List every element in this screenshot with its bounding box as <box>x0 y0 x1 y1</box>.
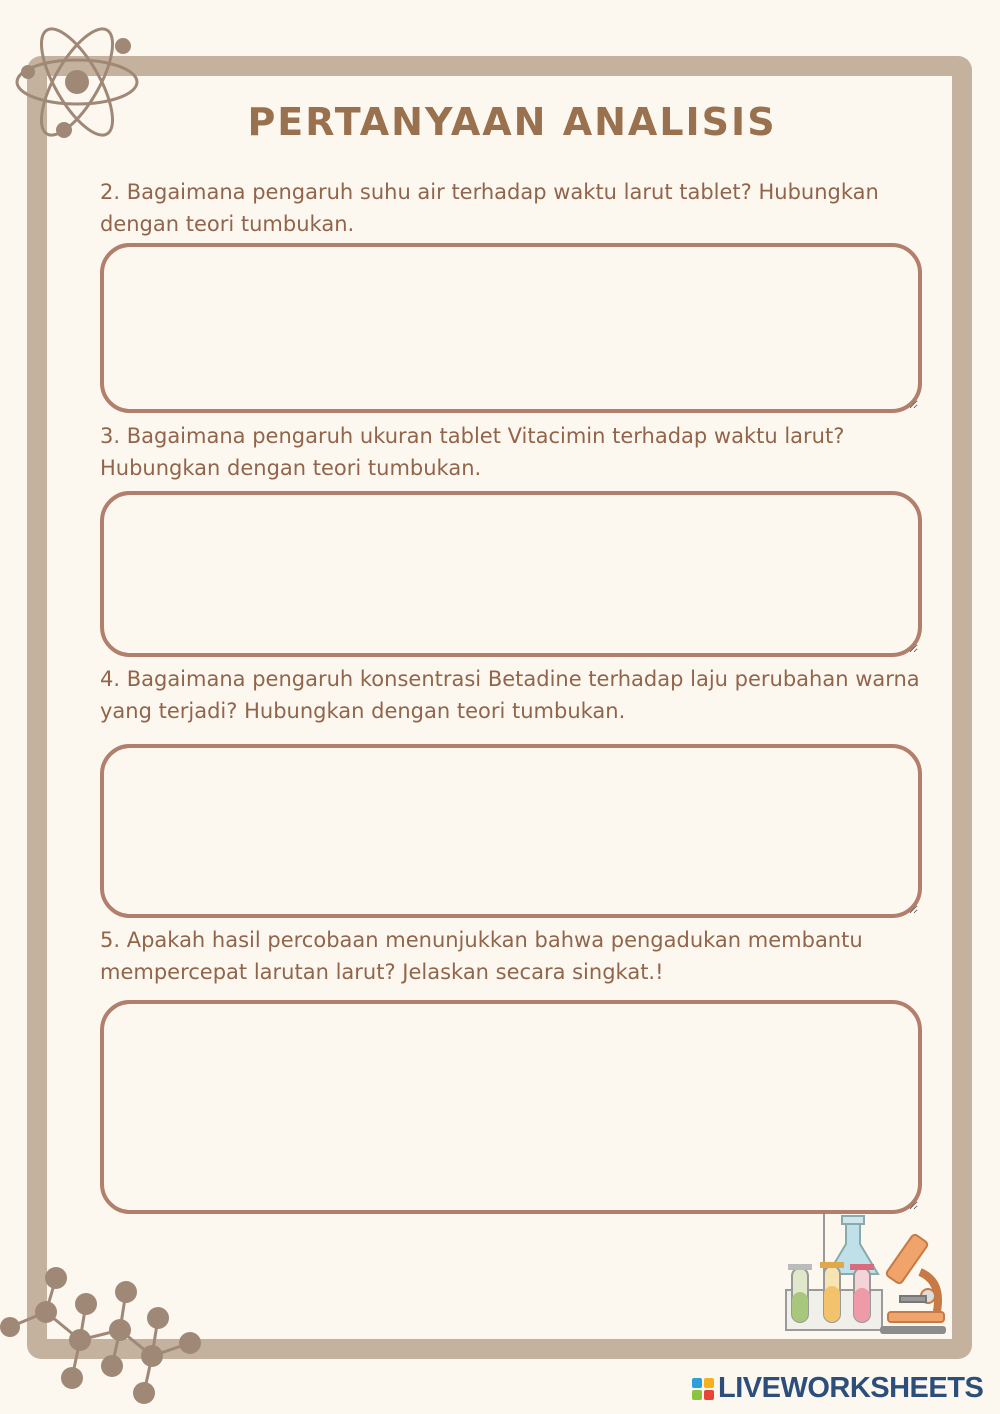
answer-box-4[interactable] <box>100 744 922 918</box>
answer-box-3[interactable] <box>100 491 922 657</box>
answer-box-5[interactable] <box>100 1000 922 1214</box>
molecule-icon <box>0 1260 210 1410</box>
answer-box-2[interactable] <box>100 243 922 413</box>
question-5: 5. Apakah hasil percobaan menunjukkan bahwa pengadukan membantu mempercepat larutan larut? Jelaskan secara singkat.! <box>100 928 863 984</box>
liveworksheets-logo <box>692 1372 983 1405</box>
lab-equipment-icon <box>780 1212 950 1336</box>
logo-text: LIVEWORKSHEETS <box>718 1372 984 1404</box>
question-2: 2. Bagaimana pengaruh suhu air terhadap waktu larut tablet? Hubungkan dengan teori tumbukan. <box>100 180 879 236</box>
logo-mark-icon <box>692 1378 714 1400</box>
question-3: 3. Bagaimana pengaruh ukuran tablet Vitacimin terhadap waktu larut? Hubungkan dengan teori tumbukan. <box>100 424 845 480</box>
question-4: 4. Bagaimana pengaruh konsentrasi Betadine terhadap laju perubahan warna yang terjadi? Hubungkan dengan teori tumbukan. <box>100 667 920 723</box>
page-title: PERTANYAAN ANALISIS <box>247 100 777 144</box>
